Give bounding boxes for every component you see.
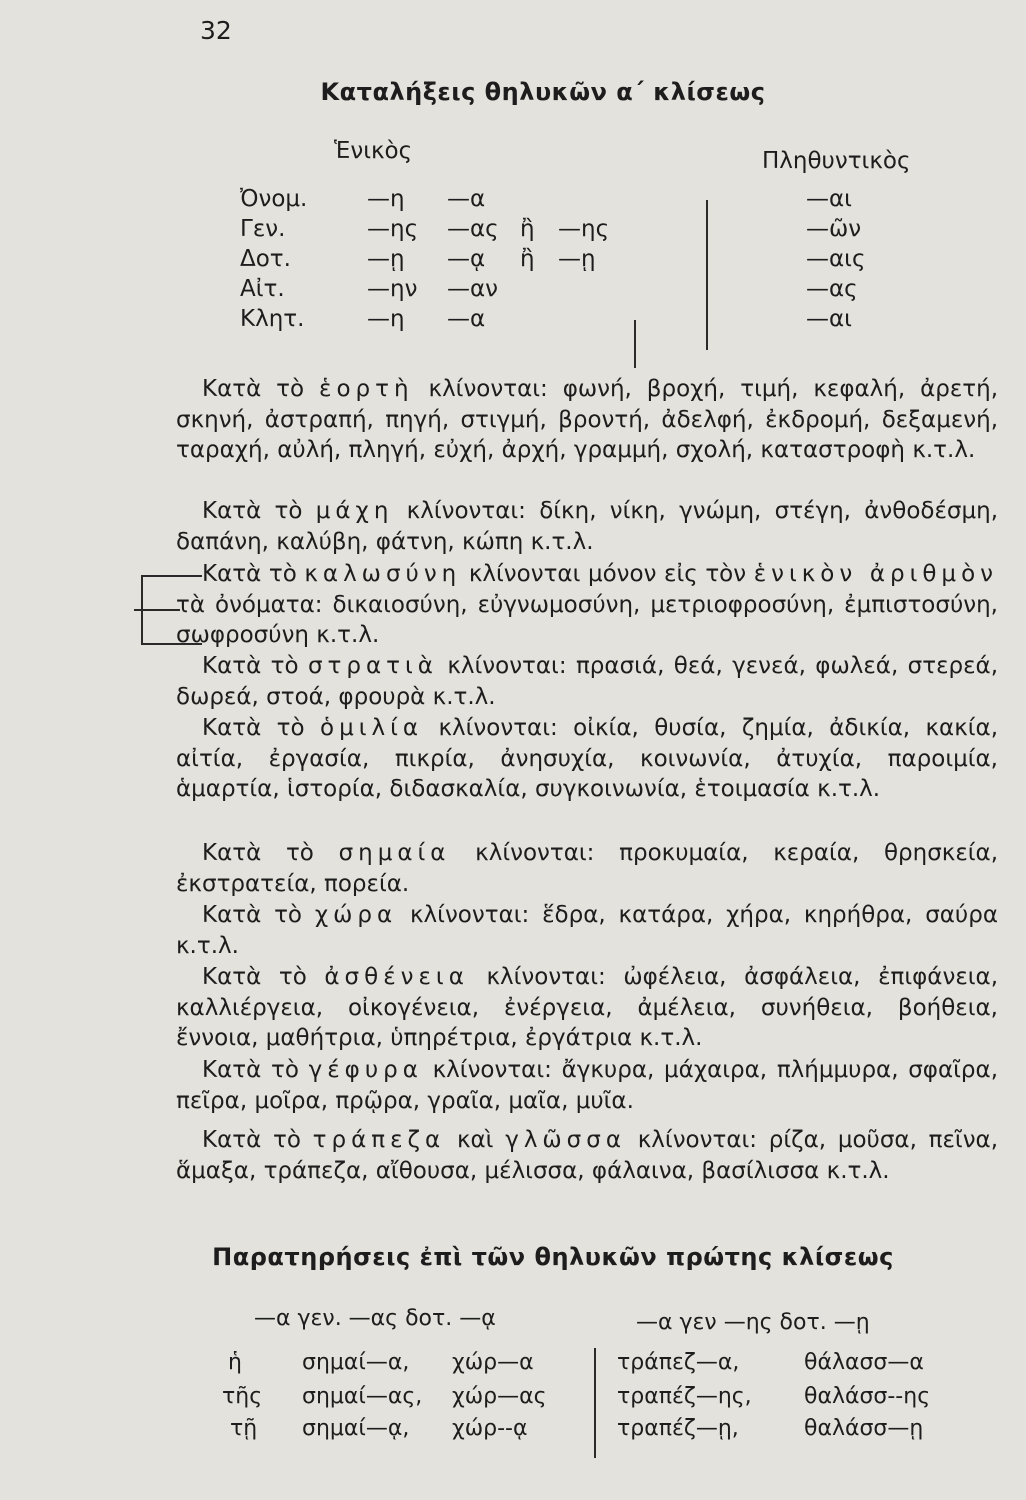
article: τῇ	[230, 1416, 258, 1441]
page-number: 32	[200, 16, 232, 45]
para-text: κλίνονται: προκυμαία, κεραία, θρησκεία, ἐκστρατεία, πορεία.	[176, 840, 999, 897]
model-word: γέφυρα	[308, 1057, 423, 1083]
case-name: Δοτ.	[240, 246, 291, 272]
model-word: γλῶσσα	[505, 1127, 627, 1153]
ending: —ης	[367, 216, 419, 242]
word-form: σημαί—ας,	[302, 1384, 423, 1409]
para-prefix: Κατὰ τὸ	[202, 498, 303, 524]
ending: —ῃ	[367, 246, 405, 272]
paragraph	[176, 374, 998, 466]
word-form: χώρ—α	[452, 1350, 534, 1375]
para-text: καὶ	[445, 1127, 494, 1153]
word-form: θαλάσσ--ης	[804, 1384, 931, 1409]
para-text: κλίνονται: ἄγκυρα, μάχαιρα, πλήμμυρα, σφαῖρα, πεῖρα, μοῖρα, πρῷρα, γραῖα, μαῖα, μυῖα.	[176, 1057, 998, 1114]
word-form: θαλάσσ—ῃ	[804, 1416, 924, 1441]
table-row	[0, 1384, 1026, 1414]
plural-ending: —αι	[806, 306, 852, 332]
column-divider	[634, 320, 636, 368]
model-word: σημαία	[338, 840, 451, 866]
para-text: κλίνονται: οἰκία, θυσία, ζημία, ἀδικία, κακία, αἰτία, ἐργασία, πικρία, ἀνησυχία, κοινωνία, ἀτυχία, παροιμία, ἁμαρτία, ἱστορία, διδασκαλία, συγκοινωνία, ἑτοιμασία κ.τ.λ.	[176, 715, 999, 802]
para-prefix: Κατὰ τὸ	[202, 715, 305, 741]
plural-ending: —ας	[806, 276, 858, 302]
page-title: Καταλήξεις θηλυκῶν α΄ κλίσεως	[320, 78, 766, 106]
case-name: Ὀνομ.	[240, 186, 308, 212]
paragraph	[176, 713, 998, 805]
plural-header: Πληθυντικὸς	[762, 148, 911, 174]
para-prefix: Κατὰ τὸ	[202, 902, 303, 928]
paragraph	[176, 900, 998, 961]
singular-header: Ἑνικὸς	[334, 138, 413, 164]
observations-right-header: —α γεν —ης δοτ. —ῃ	[636, 1310, 870, 1335]
model-word: ἑνικὸν ἀριθμὸν	[753, 561, 998, 587]
table-row	[0, 1416, 1026, 1446]
model-word: μάχη	[315, 498, 394, 524]
or-word: ἢ	[520, 246, 535, 272]
ending: —αν	[447, 276, 499, 302]
case-name: Αἰτ.	[240, 276, 285, 302]
paragraph	[176, 962, 998, 1054]
case-name: Γεν.	[240, 216, 286, 242]
plural-ending: —αις	[806, 246, 866, 272]
paragraph	[176, 1055, 998, 1116]
paragraph	[176, 496, 998, 557]
para-prefix: Κατὰ τὸ	[202, 1127, 301, 1153]
para-text: κλίνονται μόνον εἰς τὸν	[461, 561, 747, 587]
plural-ending: —αι	[806, 186, 852, 212]
word-form: σημαί—ᾳ,	[302, 1416, 410, 1441]
word-form: τραπέζ—ης,	[617, 1384, 752, 1409]
ending: —ας	[447, 216, 499, 242]
word-form: σημαί—α,	[302, 1350, 410, 1375]
model-word: καλωσύνη	[304, 561, 462, 587]
word-form: θάλασσ—α	[804, 1350, 924, 1375]
ending: —α	[447, 186, 486, 212]
ending: —η	[367, 306, 405, 332]
observations-title: Παρατηρήσεις ἐπὶ τῶν θηλυκῶν πρώτης κλίσεως	[212, 1243, 894, 1271]
word-form: τραπέζ—ῃ,	[617, 1416, 739, 1441]
ending: —α	[447, 306, 486, 332]
article: τῆς	[222, 1384, 263, 1409]
observations-left-header: —α γεν. —ας δοτ. —ᾳ	[254, 1306, 496, 1331]
ending: —η	[367, 186, 405, 212]
model-word: στρατιὰ	[307, 653, 438, 679]
model-word: ὁμιλία	[320, 715, 424, 741]
column-divider	[706, 200, 708, 350]
para-prefix: Κατὰ τὸ	[202, 561, 297, 587]
table-row	[0, 1350, 1026, 1380]
para-text: κλίνονται: ὠφέλεια, ἀσφάλεια, ἐπιφάνεια, καλλιέργεια, οἰκογένεια, ἐνέργεια, ἀμέλεια, συνήθεια, βοήθεια, ἔννοια, μαθήτρια, ὑπηρέτρια, ἐργάτρια κ.τ.λ.	[176, 964, 999, 1051]
para-text: κλίνονται: φωνή, βροχή, τιμή, κεφαλή, ἀρετή, σκηνή, ἀστραπή, πηγή, στιγμή, βροντή, ἀδελφή, ἐκδρομή, δεξαμενή, ταραχή, αὐλή, πληγή, εὐχή, ἀρχή, γραμμή, σχολή, καταστροφὴ κ.τ.λ.	[176, 376, 999, 463]
para-text: κλίνονται: πρασιά, θεά, γενεά, φωλεά, στερεά, δωρεά, στοά, φρουρὰ κ.τ.λ.	[176, 653, 999, 710]
para-text: κλίνονται: ρίζα, μοῦσα, πεῖνα, ἅμαξα, τράπεζα, αἴθουσα, μέλισσα, φάλαινα, βασίλισσα κ.τ.λ.	[176, 1127, 999, 1184]
word-form: χώρ—ας	[452, 1384, 547, 1409]
model-word: ἀσθένεια	[324, 964, 469, 990]
para-text: κλίνονται: ἕδρα, κατάρα, χήρα, κηρήθρα, σαύρα κ.τ.λ.	[176, 902, 999, 959]
ending: —ῃ	[558, 246, 596, 272]
word-form: χώρ--ᾳ	[452, 1416, 528, 1441]
para-prefix: Κατὰ τὸ	[202, 840, 314, 866]
paragraph	[176, 838, 998, 899]
or-word: ἢ	[520, 216, 535, 242]
para-prefix: Κατὰ τὸ	[202, 1057, 299, 1083]
model-word: ἑορτὴ	[319, 376, 414, 402]
para-text: τὰ ὀνόματα: δικαιοσύνη, εὐγνωμοσύνη, μετριοφροσύνη, ἐμπιστοσύνη, σωφροσύνη κ.τ.λ.	[176, 591, 998, 648]
ending: —ην	[367, 276, 418, 302]
paragraph	[176, 651, 998, 712]
ending: —ης	[558, 216, 610, 242]
para-text: κλίνονται: δίκη, νίκη, γνώμη, στέγη, ἀνθοδέσμη, δαπάνη, καλύβη, φάτνη, κώπη κ.τ.λ.	[176, 498, 999, 555]
word-form: τράπεζ—α,	[617, 1350, 740, 1375]
model-word: χώρα	[314, 902, 398, 928]
ending: —ᾳ	[447, 246, 486, 272]
para-prefix: Κατὰ τὸ	[202, 964, 307, 990]
plural-ending: —ῶν	[806, 216, 862, 242]
model-word: τράπεζα	[312, 1127, 446, 1153]
para-prefix: Κατὰ τὸ	[202, 376, 305, 402]
para-prefix: Κατὰ τὸ	[202, 653, 299, 679]
article: ἡ	[228, 1350, 242, 1375]
paragraph	[176, 559, 998, 651]
paragraph	[176, 1125, 998, 1186]
case-name: Κλητ.	[240, 306, 305, 332]
